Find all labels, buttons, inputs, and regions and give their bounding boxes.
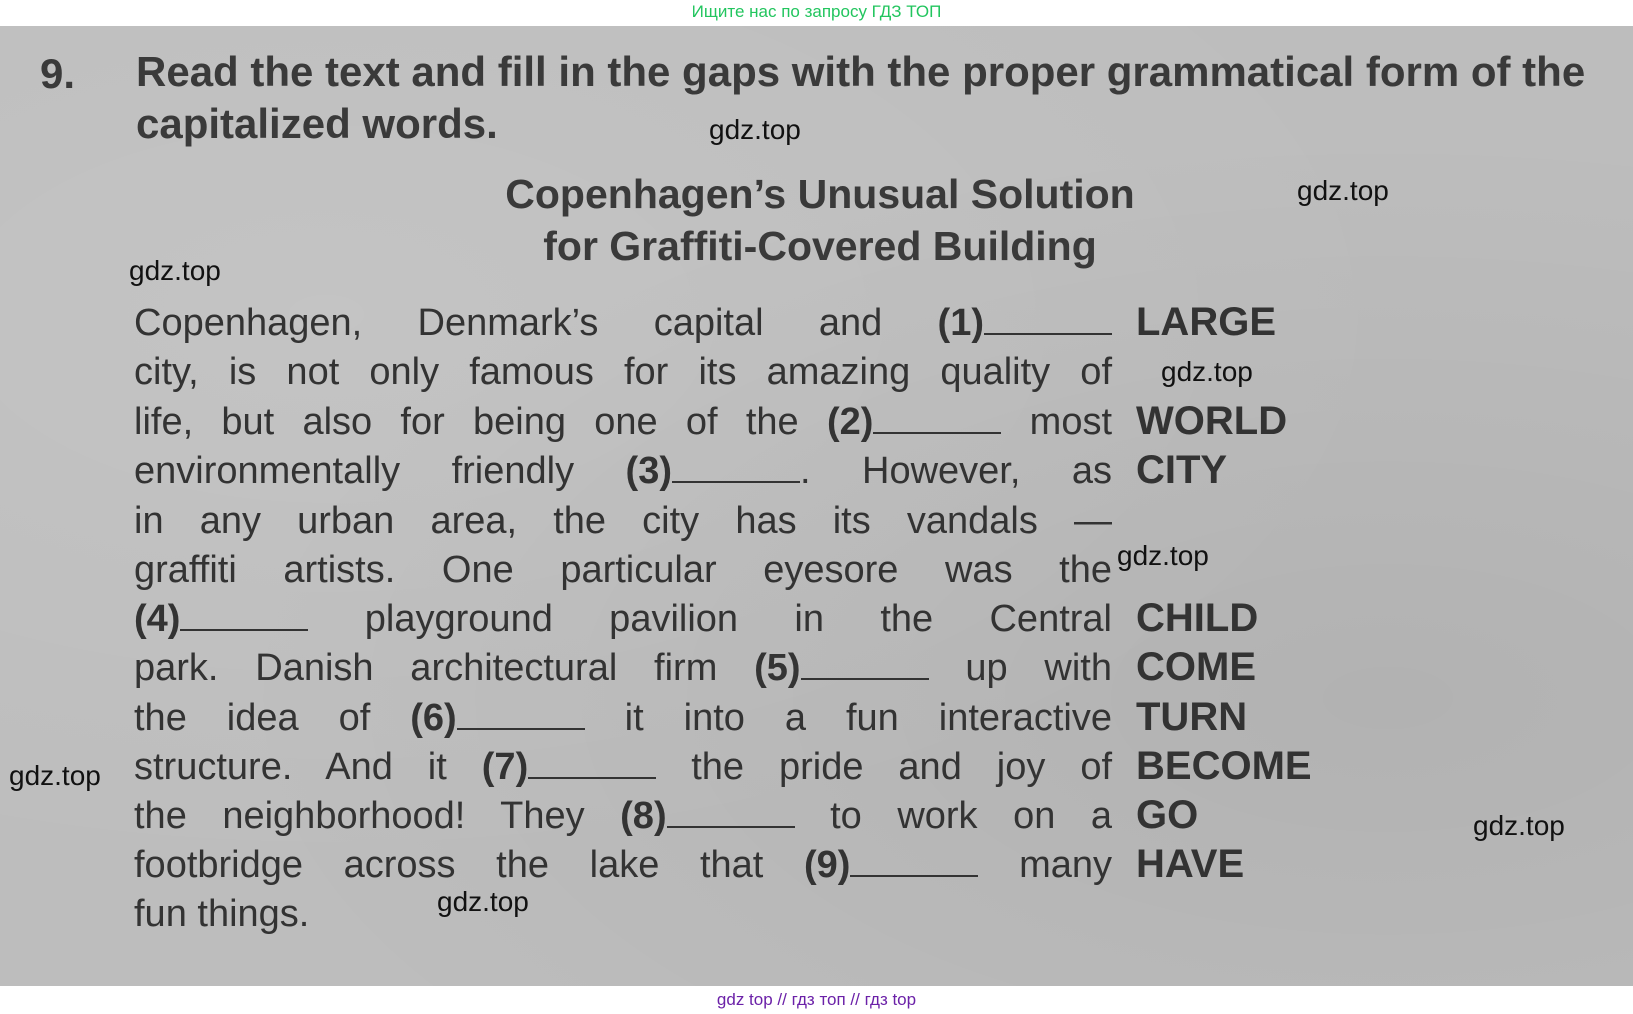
text-segment: . However, as [800,450,1112,492]
text-segment: footbridge across the lake that [134,844,804,886]
text-segment: in any urban area, the city has its vandals — [134,500,1112,542]
text-segment: the neighborhood! They [134,795,621,837]
text-line-12 [134,844,1112,887]
keyword-become: BECOME [1136,744,1312,788]
keyword-child: CHILD [1136,596,1259,640]
gap-blank-2 [873,402,1001,434]
text-segment: fun things. [134,893,310,935]
text-segment: up with [928,647,1112,689]
text-segment: to work on a [794,795,1112,837]
text-segment: environmentally friendly [134,450,626,492]
watermark: gdz.top [1117,540,1209,571]
text-line-6 [134,549,1112,592]
gap-blank-5 [801,648,929,680]
keyword-world: WORLD [1136,399,1288,443]
text-segment: playground pavilion in the Central [308,598,1112,640]
text-segment: park. Danish architectural firm [134,647,755,689]
gap-number-4: (4) [134,598,181,640]
gap-number-7: (7) [481,746,529,788]
gap-blank-3 [672,451,800,483]
gap-blank-7 [528,747,656,779]
exercise-instruction: Read the text and fill in the gaps with the proper grammatical form of the capitalized words. [136,48,1586,147]
text-line-8 [134,647,1112,690]
watermark: gdz.top [1473,810,1565,841]
text-segment: the pride and joy of [656,746,1113,788]
gap-number-8: (8) [620,795,667,837]
text-line-1 [134,302,1112,345]
text-line-9 [134,697,1112,740]
watermark: gdz.top [437,886,529,917]
text-segment: graffiti artists. One particular eyesore was the [134,549,1112,591]
gap-blank-8 [667,796,795,828]
gap-blank-1 [984,303,1112,335]
text-line-3 [134,401,1112,444]
title-line-2: for Graffiti-Covered Building [543,223,1097,269]
keyword-have: HAVE [1136,842,1245,886]
watermark: gdz.top [1161,356,1253,387]
text-line-10 [134,746,1112,789]
text-line-13 [134,893,1112,936]
text-title [300,168,1340,272]
keyword-city: CITY [1136,448,1228,492]
text-segment: life, but also for being one of the [134,401,827,443]
text-line-2 [134,351,1112,394]
text-segment: most [1001,401,1113,443]
gap-number-6: (6) [410,697,457,739]
watermark: gdz.top [129,255,221,286]
keyword-come: COME [1136,645,1256,689]
text-segment: it into a fun interactive [584,697,1112,739]
watermark: gdz.top [1297,175,1389,206]
text-segment: Copenhagen, Denmark’s capital and [134,302,938,344]
gap-blank-4 [180,599,308,631]
gap-blank-9 [850,845,978,877]
watermark: gdz.top [9,760,101,791]
top-banner: Ищите нас по запросу ГДЗ ТОП [0,0,1633,26]
text-segment: city, is not only famous for its amazing quality of [134,351,1112,393]
gap-blank-6 [457,698,585,730]
text-line-5 [134,500,1112,543]
keyword-turn: TURN [1136,695,1248,739]
text-segment: many [978,844,1112,886]
text-line-7 [134,598,1112,641]
keyword-go: GO [1136,793,1199,837]
title-line-1: Copenhagen’s Unusual Solution [505,171,1135,217]
watermark: gdz.top [709,114,801,145]
gap-number-3: (3) [625,450,672,492]
gap-number-2: (2) [826,401,874,443]
text-segment: structure. And it [134,746,482,788]
gap-number-1: (1) [937,302,984,344]
gap-number-9: (9) [803,844,851,886]
keyword-large: LARGE [1136,300,1276,344]
exercise-number: 9. [40,50,76,97]
bottom-banner: gdz top // гдз топ // гдз top [0,986,1633,1014]
text-segment: the idea of [134,697,411,739]
text-line-11 [134,795,1112,838]
text-line-4 [134,450,1112,493]
textbook-page [0,26,1633,986]
gap-number-5: (5) [754,647,801,689]
